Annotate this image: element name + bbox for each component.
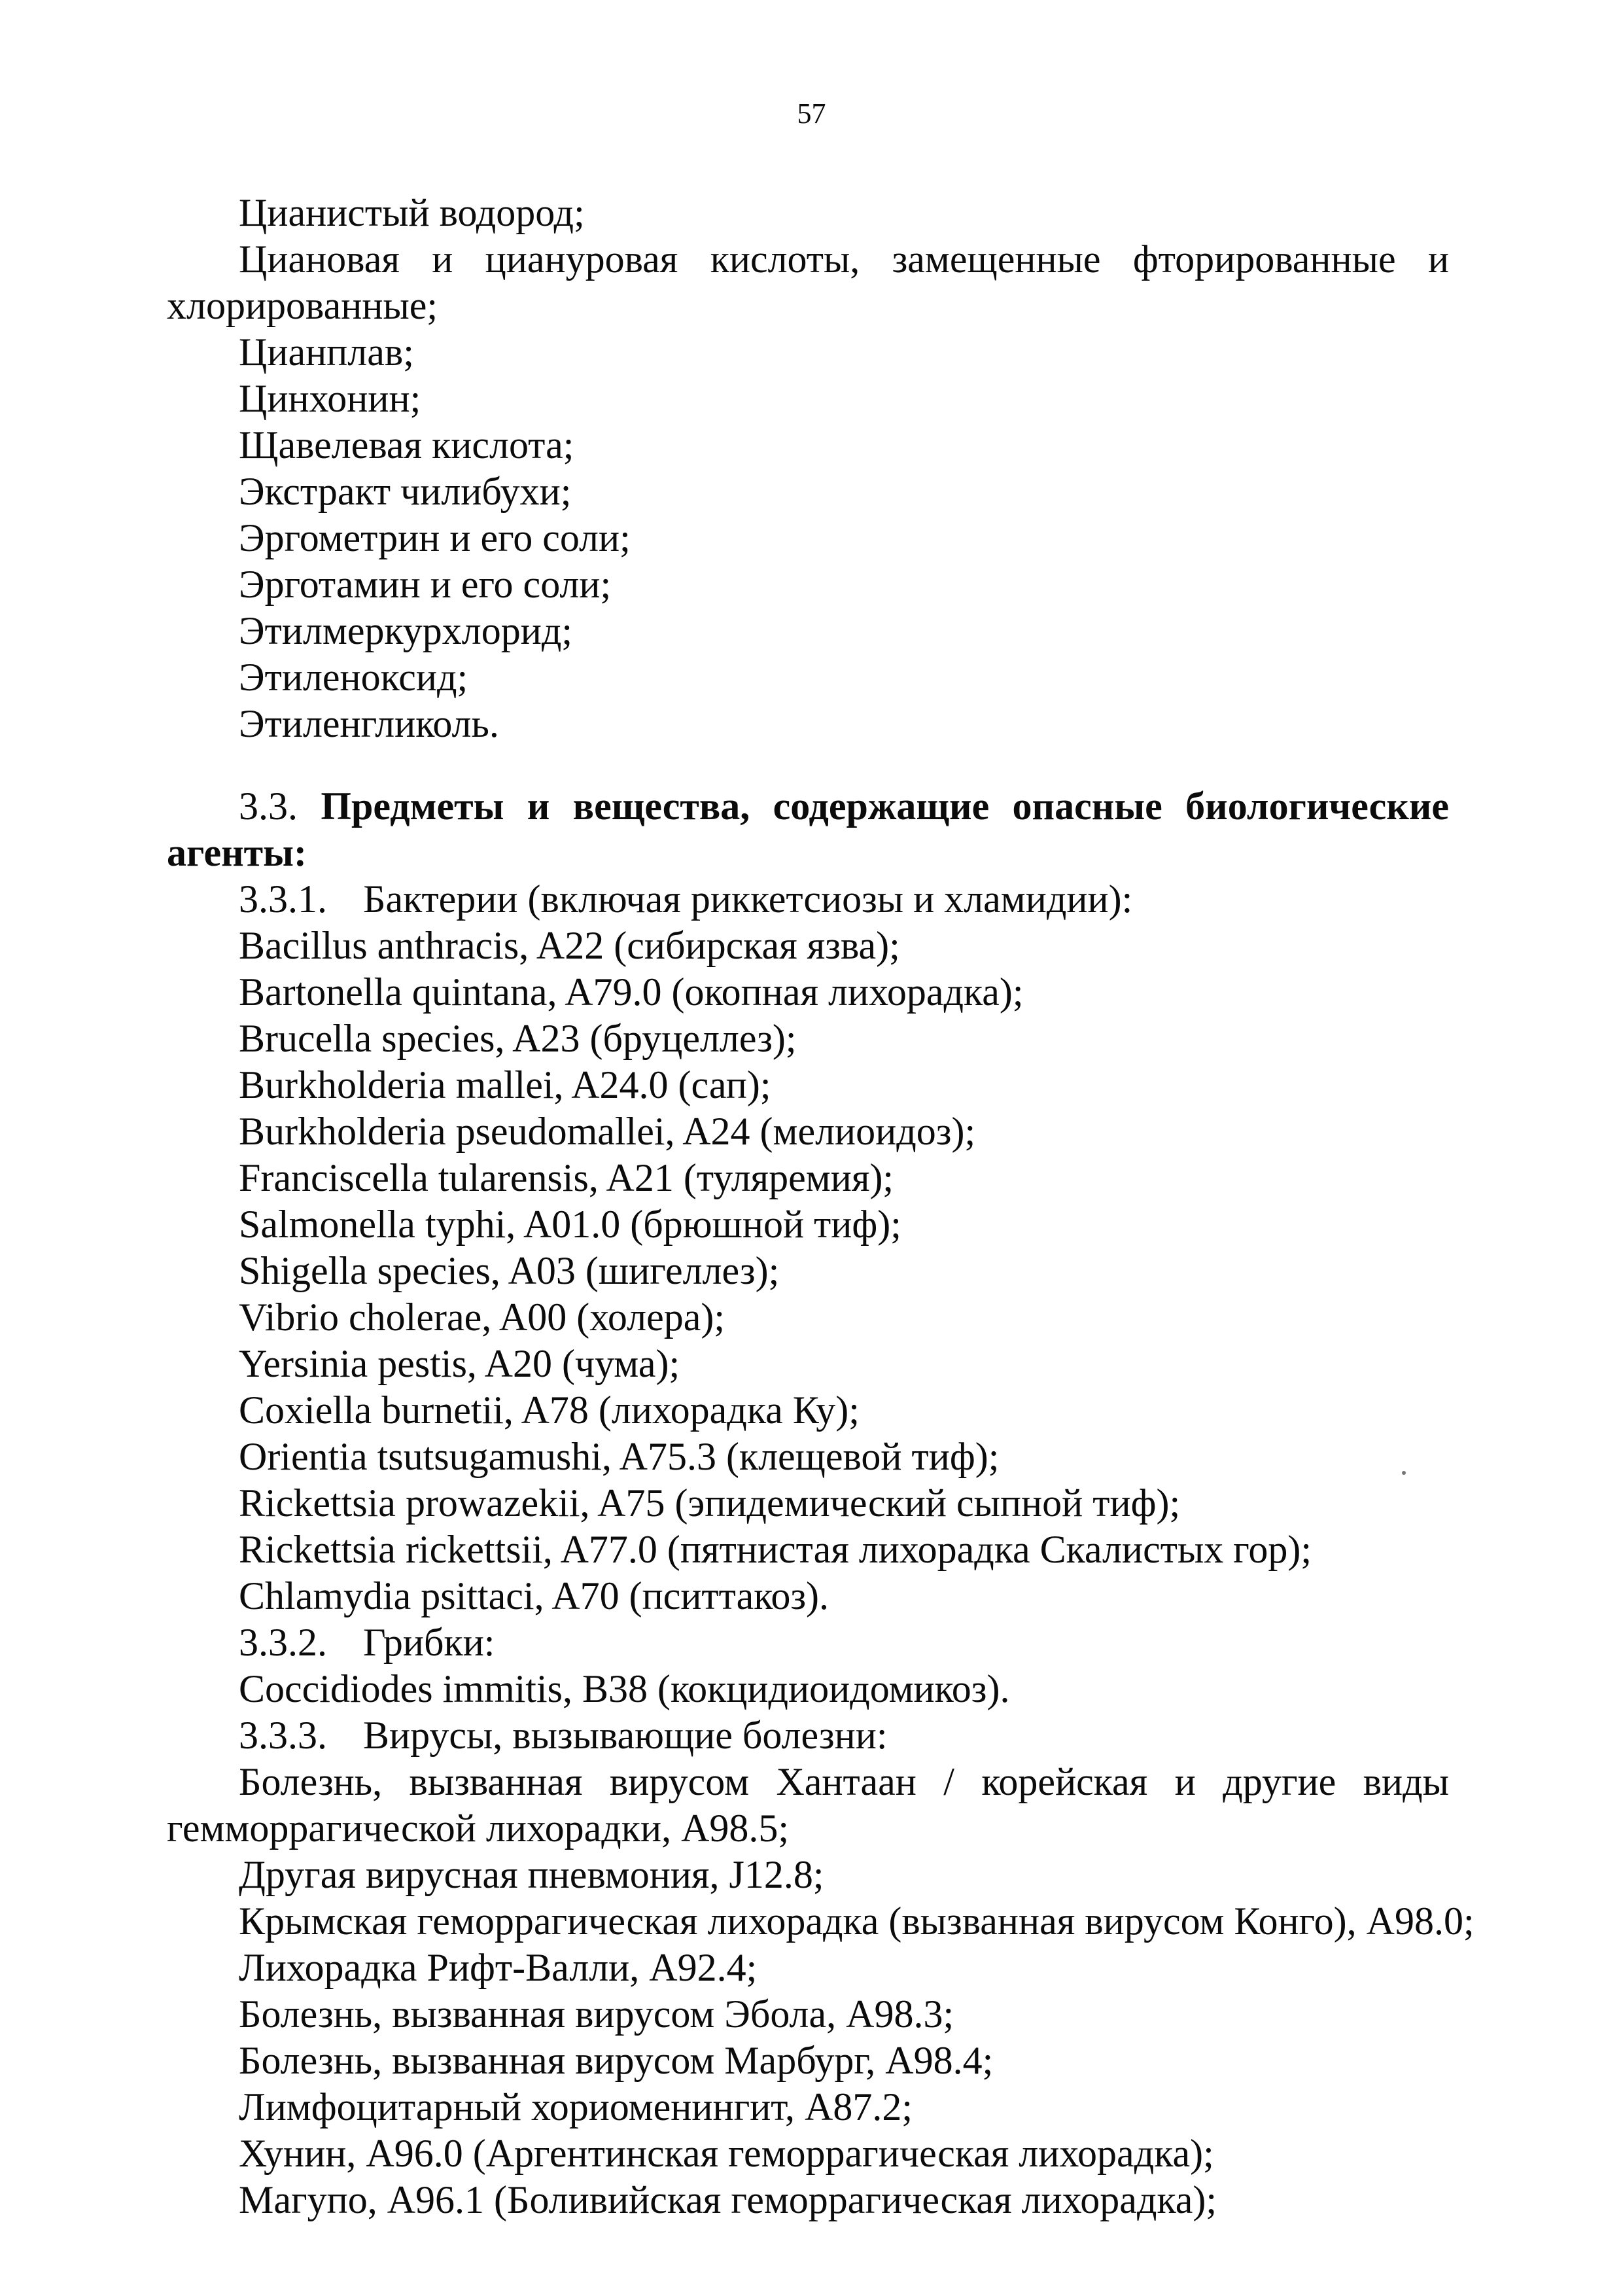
subsection-title: Вирусы, вызывающие болезни: [363, 1714, 888, 1757]
list-item: Хунин, A96.0 (Аргентинская геморрагическая лихорадка); [239, 2132, 1214, 2175]
list-item: Эрготамин и его соли; [239, 563, 612, 606]
list-item: Цинхонин; [239, 377, 421, 420]
list-item: Болезнь, вызванная вирусом Хантаан / корейская и другие виды [239, 1760, 1449, 1803]
list-item: Цианплав; [239, 330, 414, 374]
page-content [167, 190, 1475, 2223]
subsection-heading-3-3-2 [167, 1619, 1449, 1666]
list-item: Крымская геморрагическая лихорадка (вызванная вирусом Конго), A98.0; [239, 1899, 1475, 1943]
section-title-continuation: агенты: [167, 831, 307, 874]
list-item: Циановая и циануровая кислоты, замещенные фторированные и [239, 238, 1449, 281]
subsection-title: Бактерии (включая риккетсиозы и хламидии): [363, 877, 1133, 921]
list-item: Bartonella quintana, A79.0 (окопная лихорадка); [239, 970, 1024, 1014]
subsection-heading-3-3-3 [167, 1712, 1449, 1759]
list-item: Экстракт чилибухи; [239, 470, 572, 513]
subsection-number: 3.3.3. [239, 1714, 327, 1757]
list-item: Этиленоксид; [239, 656, 468, 699]
page-number: 57 [797, 97, 826, 130]
subsection-heading-3-3-1 [167, 876, 1449, 923]
list-item: Лихорадка Рифт-Валли, A92.4; [239, 1946, 758, 1989]
list-item: Burkholderia pseudomallei, A24 (мелиоидоз); [239, 1110, 976, 1153]
fungi-list [167, 1666, 1449, 1712]
list-item: Цианистый водород; [239, 191, 585, 234]
scan-speck [1402, 1471, 1406, 1475]
list-item: Болезнь, вызванная вирусом Эбола, A98.3; [239, 1992, 954, 2036]
list-item: Магупо, A96.1 (Боливийская геморрагическая лихорадка); [239, 2178, 1217, 2221]
list-item: Другая вирусная пневмония, J12.8; [239, 1853, 824, 1896]
list-item: Vibrio cholerae, A00 (холера); [239, 1296, 725, 1339]
list-item-continuation: гемморрагической лихорадки, A98.5; [167, 1807, 790, 1850]
list-item: Эргометрин и его соли; [239, 516, 631, 559]
list-item: Этиленгликоль. [239, 702, 499, 745]
list-item: Salmonella typhi, A01.0 (брюшной тиф); [239, 1203, 901, 1246]
list-item: Щавелевая кислота; [239, 423, 574, 467]
list-item: Orientia tsutsugamushi, A75.3 (клещевой тиф); [239, 1435, 1000, 1478]
subsection-title: Грибки: [363, 1621, 495, 1664]
viruses-list [167, 1759, 1475, 2223]
chemicals-list [167, 190, 1449, 747]
list-item: Brucella species, A23 (бруцеллез); [239, 1017, 797, 1060]
section-heading-3-3 [167, 783, 1449, 830]
list-item: Burkholderia mallei, A24.0 (сап); [239, 1063, 771, 1106]
section-number: 3.3. [239, 785, 298, 828]
list-item: Franciscella tularensis, A21 (туляремия); [239, 1156, 894, 1199]
list-item: Rickettsia rickettsii, A77.0 (пятнистая лихорадка Скалистых гор); [239, 1528, 1312, 1571]
subsection-number: 3.3.1. [239, 877, 327, 921]
list-item: Coxiella burnetii, A78 (лихорадка Ку); [239, 1388, 860, 1432]
section-spacer [167, 747, 1449, 783]
list-item: Rickettsia prowazekii, A75 (эпидемический сыпной тиф); [239, 1481, 1181, 1525]
list-item: Chlamydia psittaci, A70 (пситтакоз). [239, 1574, 829, 1617]
list-item-continuation: хлорированные; [167, 284, 438, 327]
subsection-number: 3.3.2. [239, 1621, 327, 1664]
list-item: Coccidiodes immitis, B38 (кокцидиоидомикоз). [239, 1667, 1010, 1710]
list-item: Bacillus anthracis, A22 (сибирская язва); [239, 924, 900, 967]
list-item: Этилмеркурхлорид; [239, 609, 573, 652]
section-title: Предметы и вещества, содержащие опасные биологические [321, 785, 1449, 828]
list-item: Shigella species, A03 (шигеллез); [239, 1249, 780, 1292]
list-item: Yersinia pestis, A20 (чума); [239, 1342, 680, 1385]
bacteria-list [167, 923, 1449, 1619]
list-item: Лимфоцитарный хориоменингит, A87.2; [239, 2085, 913, 2128]
list-item: Болезнь, вызванная вирусом Марбург, A98.4; [239, 2039, 994, 2082]
